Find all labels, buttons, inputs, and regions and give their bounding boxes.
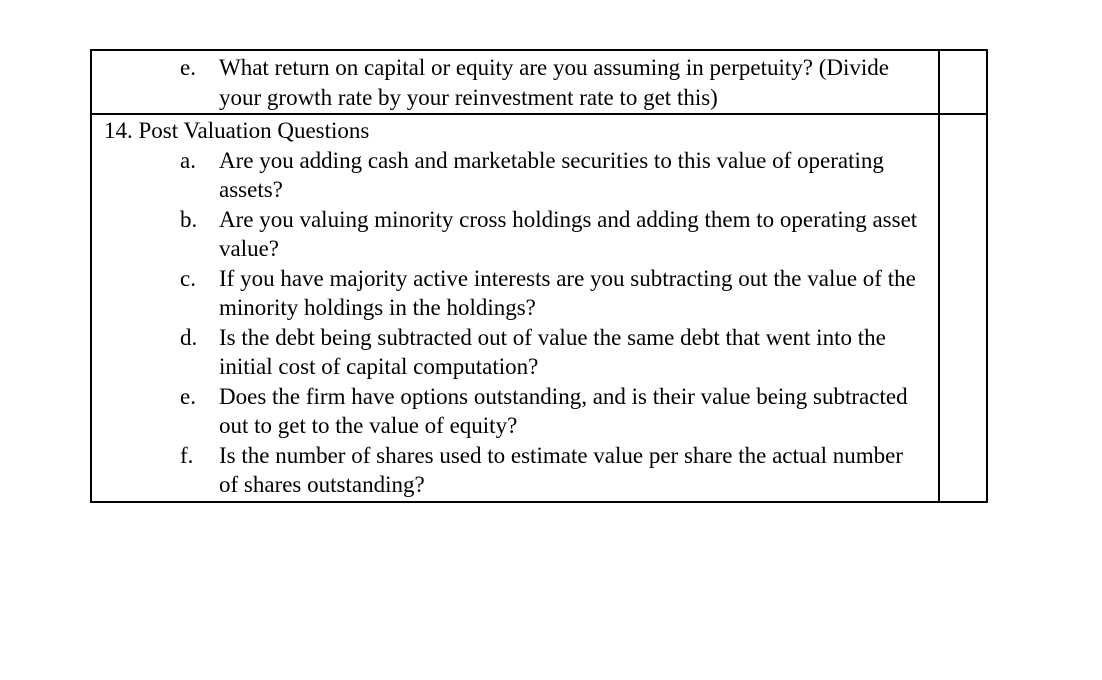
question-text: Are you valuing minority cross holdings and adding them to operating asset value? <box>219 206 918 261</box>
question-text: Are you adding cash and marketable securities to this value of operating assets? <box>219 147 884 202</box>
list-marker: e. <box>180 383 196 409</box>
question-cell <box>91 114 939 502</box>
list-marker: b. <box>180 206 198 232</box>
list-item-b-cross-holdings <box>92 205 938 264</box>
list-marker: d. <box>180 324 198 350</box>
list-item-e-options <box>92 382 938 441</box>
section-title: 14. Post Valuation Questions <box>104 118 370 143</box>
list-marker: f. <box>180 442 194 468</box>
table-row-post-valuation <box>91 114 987 502</box>
list-item-a-cash-securities <box>92 146 938 205</box>
question-text: What return on capital or equity are you assuming in perpetuity? (Divide your growth rate by your reinvestment rate to get this) <box>219 55 889 110</box>
question-list <box>92 146 938 501</box>
answer-cell <box>939 114 987 502</box>
question-list <box>92 51 938 113</box>
question-text: Does the firm have options outstanding, and is their value being subtracted out to get to the value of equity? <box>219 383 908 438</box>
question-cell <box>91 50 939 114</box>
list-item-f-shares <box>92 441 938 500</box>
list-marker: e. <box>180 55 196 80</box>
question-text: Is the number of shares used to estimate value per share the actual number of shares outstanding? <box>219 442 904 497</box>
list-marker: c. <box>180 265 196 291</box>
list-item-e-return-on-capital <box>92 53 938 112</box>
list-item-d-debt <box>92 323 938 382</box>
table-row-continuation <box>91 50 987 114</box>
checklist-table <box>90 49 988 503</box>
question-text: Is the debt being subtracted out of value the same debt that went into the initial cost of capital computation? <box>219 324 886 379</box>
answer-cell <box>939 50 987 114</box>
question-text: If you have majority active interests are you subtracting out the value of the minority holdings in the holdings? <box>219 265 916 320</box>
list-item-c-minority-holdings <box>92 264 938 323</box>
list-marker: a. <box>180 147 196 173</box>
